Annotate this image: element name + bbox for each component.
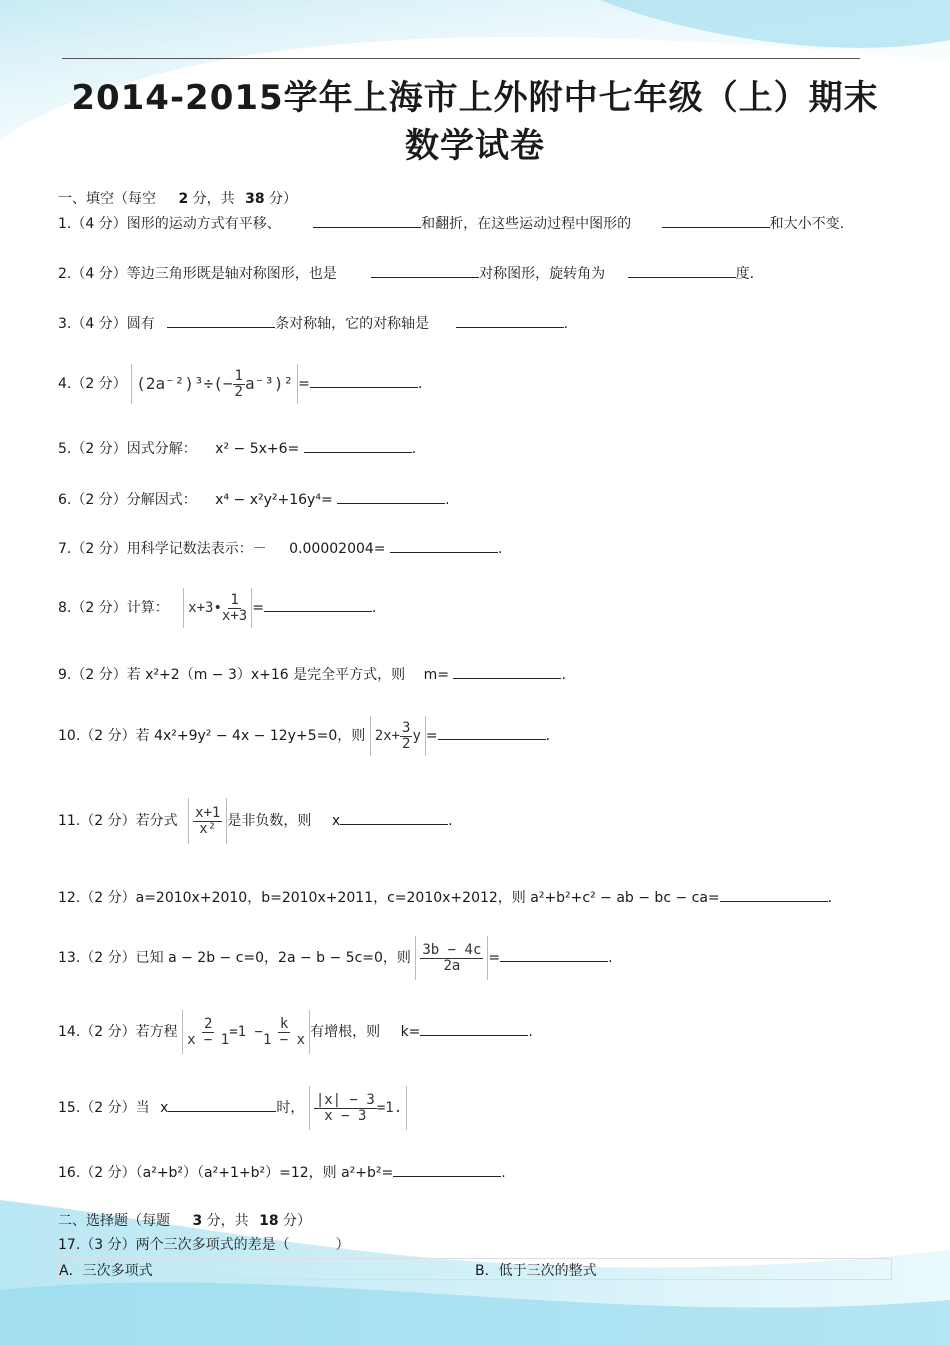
answer-blank[interactable] [371, 263, 479, 278]
question-5: 5.（2 分）因式分解： x² − 5x+6= . [58, 438, 416, 459]
question-11: 11.（2 分）若分式 $\frac{x+1}{\text{x²}}$ 是非负数，则 x . [58, 798, 453, 844]
formula-image: (2a⁻²)³÷(− $\frac{1}{2}$ a⁻³)² [131, 364, 298, 404]
fraction: $\frac{x+1}{\text{x²}}$ [195, 804, 221, 837]
answer-blank[interactable] [313, 213, 421, 228]
question-15: 15.（2 分）当 x 时， $\frac{|x| - 3}{x - 3}$ =1. [58, 1086, 407, 1130]
formula-image: 2x+ $\frac{3}{2}$ y [370, 716, 426, 756]
fraction: $\frac{3}{2}$ [402, 719, 411, 752]
option-b[interactable]: B．低于三次的整式 [475, 1263, 597, 1279]
answer-blank[interactable] [453, 664, 561, 679]
option-a[interactable]: A．三次多项式 [59, 1263, 153, 1279]
question-8: 8.（2 分）计算： x+3• $\frac{1}{x+3}$ = . [58, 588, 376, 628]
answer-blank[interactable] [438, 725, 546, 740]
question-16: 16.（2 分）（a²+b²）（a²+1+b²）=12，则 a²+b²= . [58, 1162, 506, 1183]
answer-blank[interactable] [340, 810, 448, 825]
question-13: 13.（2 分）已知 a − 2b − c=0，2a − b − 5c=0，则 $\frac{3b - 4c}{2a}$ = . [58, 936, 613, 980]
formula-image: x+3• $\frac{1}{x+3}$ [183, 588, 252, 628]
question-9: 9.（2 分）若 x²+2（m − 3）x+16 是完全平方式，则 m= . [58, 664, 566, 685]
answer-blank[interactable] [662, 213, 770, 228]
answer-blank[interactable] [167, 313, 275, 328]
question-6: 6.（2 分）分解因式： x⁴ − x²y²+16y⁴= . [58, 489, 450, 510]
answer-blank[interactable] [264, 597, 372, 612]
section-choice-header: 二、选择题（每题 3 分，共 18 分） [58, 1213, 312, 1229]
fraction: $\frac{3b - 4c}{2a}$ [422, 941, 482, 974]
answer-blank[interactable] [337, 489, 445, 504]
question-17: 17.（3 分）两个三次多项式的差是（ ） [58, 1237, 350, 1253]
question-14: 14.（2 分）若方程 $\frac{2}{x - 1}$ =1 − $\frac{k}{1 - x}$ 有增根，则 k= . [58, 1010, 533, 1054]
question-1: 1.（4 分）图形的运动方式有平移、 和翻折，在这些运动过程中图形的 和大小不变. [58, 213, 844, 234]
answer-blank[interactable] [304, 438, 412, 453]
question-2: 2.（4 分）等边三角形既是轴对称图形，也是 对称图形，旋转角为 度. [58, 263, 754, 284]
answer-blank[interactable] [500, 947, 608, 962]
fraction: $\frac{|x| - 3}{x - 3}$ [315, 1091, 375, 1124]
answer-blank[interactable] [310, 373, 418, 388]
page-title-line1: 2014-2015学年上海市上外附中七年级（上）期末 [71, 78, 879, 118]
page-title-line2: 数学试卷 [405, 126, 545, 166]
fraction: $\frac{2}{x - 1}$ [187, 1015, 230, 1048]
fraction: $\frac{k}{1 - x}$ [262, 1015, 306, 1048]
answer-blank[interactable] [168, 1097, 276, 1112]
header-rule [62, 58, 860, 59]
formula-image: $\frac{2}{x - 1}$ =1 − $\frac{k}{1 - x}$ [182, 1010, 310, 1054]
formula-image: $\frac{|x| - 3}{x - 3}$ =1. [309, 1086, 407, 1130]
answer-blank[interactable] [456, 313, 564, 328]
answer-blank[interactable] [393, 1162, 501, 1177]
question-4: 4.（2 分） (2a⁻²)³÷(− $\frac{1}{2}$ a⁻³)² = . [58, 364, 422, 404]
question-3: 3.（4 分）圆有 条对称轴，它的对称轴是 . [58, 313, 568, 334]
fraction: $\frac{1}{x+3}$ [221, 591, 248, 624]
answer-blank[interactable] [628, 263, 736, 278]
fraction: $\frac{1}{2}$ [234, 368, 243, 400]
answer-blank[interactable] [720, 887, 828, 902]
question-7: 7.（2 分）用科学记数法表示：－ 0.00002004= . [58, 538, 502, 559]
formula-image [415, 936, 488, 980]
question-12: 12.（2 分）a=2010x+2010，b=2010x+2011，c=2010x+2012，则 a²+b²+c² − ab − bc − ca= . [58, 887, 832, 908]
answer-blank[interactable] [390, 538, 498, 553]
section-fill-blank-header: 一、填空（每空 2 分，共 38 分） [58, 191, 298, 207]
formula-image [188, 798, 227, 844]
options-row [58, 1258, 892, 1280]
question-10: 10.（2 分）若 4x²+9y² − 4x − 12y+5=0，则 2x+ $\frac{3}{2}$ y = . [58, 716, 550, 756]
answer-blank[interactable] [420, 1021, 528, 1036]
